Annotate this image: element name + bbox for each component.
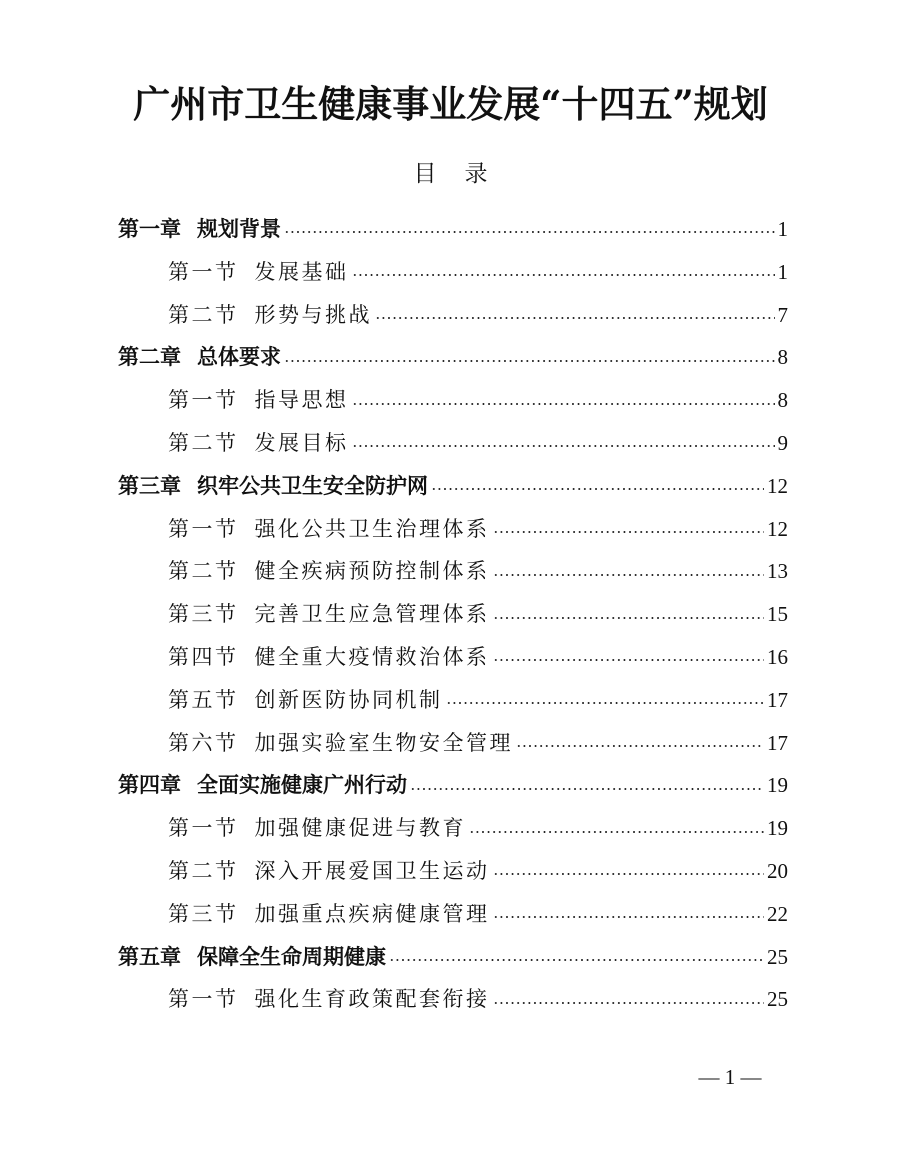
dot-leader [431, 488, 764, 490]
dot-leader [493, 659, 765, 661]
toc-entry-number: 第五章 [118, 944, 181, 969]
toc-entry-title: 加强重点疾病健康管理 [254, 901, 490, 926]
toc-chapter-entry[interactable] [118, 764, 788, 807]
toc-section-entry[interactable] [118, 508, 788, 551]
toc-entry-number: 第一章 [118, 217, 181, 241]
dot-leader [352, 403, 775, 405]
table-of-contents [118, 208, 788, 1021]
toc-section-entry[interactable] [118, 893, 788, 936]
toc-entry-title: 保障全生命周期健康 [197, 944, 386, 969]
toc-section-entry[interactable] [118, 294, 788, 337]
toc-section-entry[interactable] [118, 379, 788, 422]
toc-entry-number: 第一节 [168, 516, 239, 541]
toc-entry-number: 第四章 [118, 773, 181, 798]
page-number-footer: — 1 — [698, 1065, 762, 1089]
toc-entry-page: 15 [767, 602, 788, 627]
dot-leader [493, 916, 765, 918]
dot-leader [284, 231, 775, 233]
toc-section-entry[interactable] [118, 679, 788, 722]
toc-entry-title: 织牢公共卫生安全防护网 [197, 473, 428, 498]
toc-entry-page: 17 [767, 687, 788, 712]
dot-leader [493, 1002, 765, 1004]
toc-section-entry[interactable] [118, 422, 788, 465]
toc-entry-page: 19 [767, 773, 788, 798]
toc-entry-number: 第二节 [168, 430, 239, 455]
dot-leader [284, 360, 775, 362]
toc-entry-page: 16 [767, 644, 788, 669]
toc-entry-number: 第二章 [118, 345, 181, 370]
toc-entry-page: 9 [777, 430, 788, 455]
toc-entry-number: 第二节 [168, 559, 239, 584]
toc-entry-title: 加强健康促进与教育 [254, 816, 466, 841]
toc-entry-title: 健全重大疫情救治体系 [254, 644, 490, 669]
dot-leader [493, 617, 765, 619]
dot-leader [389, 959, 764, 961]
toc-section-entry[interactable] [118, 722, 788, 765]
toc-entry-title: 全面实施健康广州行动 [197, 773, 407, 798]
toc-entry-page: 17 [767, 730, 788, 755]
toc-entry-title: 形势与挑战 [254, 302, 372, 327]
toc-entry-page: 13 [767, 559, 788, 584]
toc-entry-number: 第五节 [168, 687, 239, 712]
document-title: 广州市卫生健康事业发展“十四五”规划 [133, 82, 768, 126]
toc-entry-title: 总体要求 [197, 345, 281, 370]
toc-entry-number: 第一节 [168, 987, 239, 1012]
toc-section-entry[interactable] [118, 850, 788, 893]
toc-entry-page: 1 [777, 259, 788, 284]
dot-leader [516, 745, 764, 747]
toc-entry-page: 19 [767, 816, 788, 841]
dot-leader [352, 274, 775, 276]
toc-section-entry[interactable] [118, 550, 788, 593]
toc-entry-title: 发展目标 [254, 430, 349, 455]
toc-section-entry[interactable] [118, 636, 788, 679]
toc-entry-page: 25 [767, 987, 788, 1012]
toc-entry-title: 深入开展爱国卫生运动 [254, 858, 490, 883]
toc-entry-number: 第三节 [168, 901, 239, 926]
toc-entry-title: 指导思想 [254, 388, 349, 413]
toc-section-entry[interactable] [118, 251, 788, 294]
toc-heading: 目录 [413, 161, 516, 187]
toc-entry-title: 加强实验室生物安全管理 [254, 730, 513, 755]
toc-entry-number: 第三章 [118, 473, 181, 498]
toc-entry-page: 7 [777, 302, 788, 327]
toc-entry-title: 发展基础 [254, 259, 349, 284]
toc-entry-title: 强化生育政策配套衔接 [254, 987, 490, 1012]
toc-chapter-entry[interactable] [118, 465, 788, 508]
toc-entry-page: 1 [777, 217, 788, 241]
toc-entry-title: 强化公共卫生治理体系 [254, 516, 490, 541]
toc-entry-page: 12 [767, 473, 788, 498]
toc-chapter-entry[interactable] [118, 336, 788, 379]
dot-leader [493, 574, 765, 576]
toc-entry-number: 第二节 [168, 302, 239, 327]
toc-entry-number: 第一节 [168, 388, 239, 413]
dot-leader [469, 831, 764, 833]
toc-chapter-entry[interactable] [118, 208, 788, 251]
toc-entry-number: 第一节 [168, 816, 239, 841]
toc-entry-page: 12 [767, 516, 788, 541]
dot-leader [493, 873, 765, 875]
toc-chapter-entry[interactable] [118, 936, 788, 979]
toc-entry-page: 22 [767, 901, 788, 926]
toc-entry-number: 第三节 [168, 602, 239, 627]
dot-leader [375, 317, 775, 319]
toc-entry-title: 创新医防协同机制 [254, 687, 443, 712]
toc-entry-number: 第二节 [168, 858, 239, 883]
toc-entry-title: 健全疾病预防控制体系 [254, 559, 490, 584]
toc-entry-number: 第六节 [168, 730, 239, 755]
toc-entry-page: 25 [767, 944, 788, 969]
toc-entry-page: 8 [777, 388, 788, 413]
dot-leader [410, 788, 764, 790]
dot-leader [446, 702, 765, 704]
toc-entry-page: 20 [767, 858, 788, 883]
toc-section-entry[interactable] [118, 593, 788, 636]
toc-entry-page: 8 [777, 345, 788, 370]
toc-entry-number: 第一节 [168, 259, 239, 284]
dot-leader [352, 445, 775, 447]
dot-leader [493, 531, 765, 533]
toc-entry-title: 规划背景 [197, 217, 281, 241]
toc-entry-number: 第四节 [168, 644, 239, 669]
toc-entry-title: 完善卫生应急管理体系 [254, 602, 490, 627]
toc-section-entry[interactable] [118, 978, 788, 1021]
toc-section-entry[interactable] [118, 807, 788, 850]
